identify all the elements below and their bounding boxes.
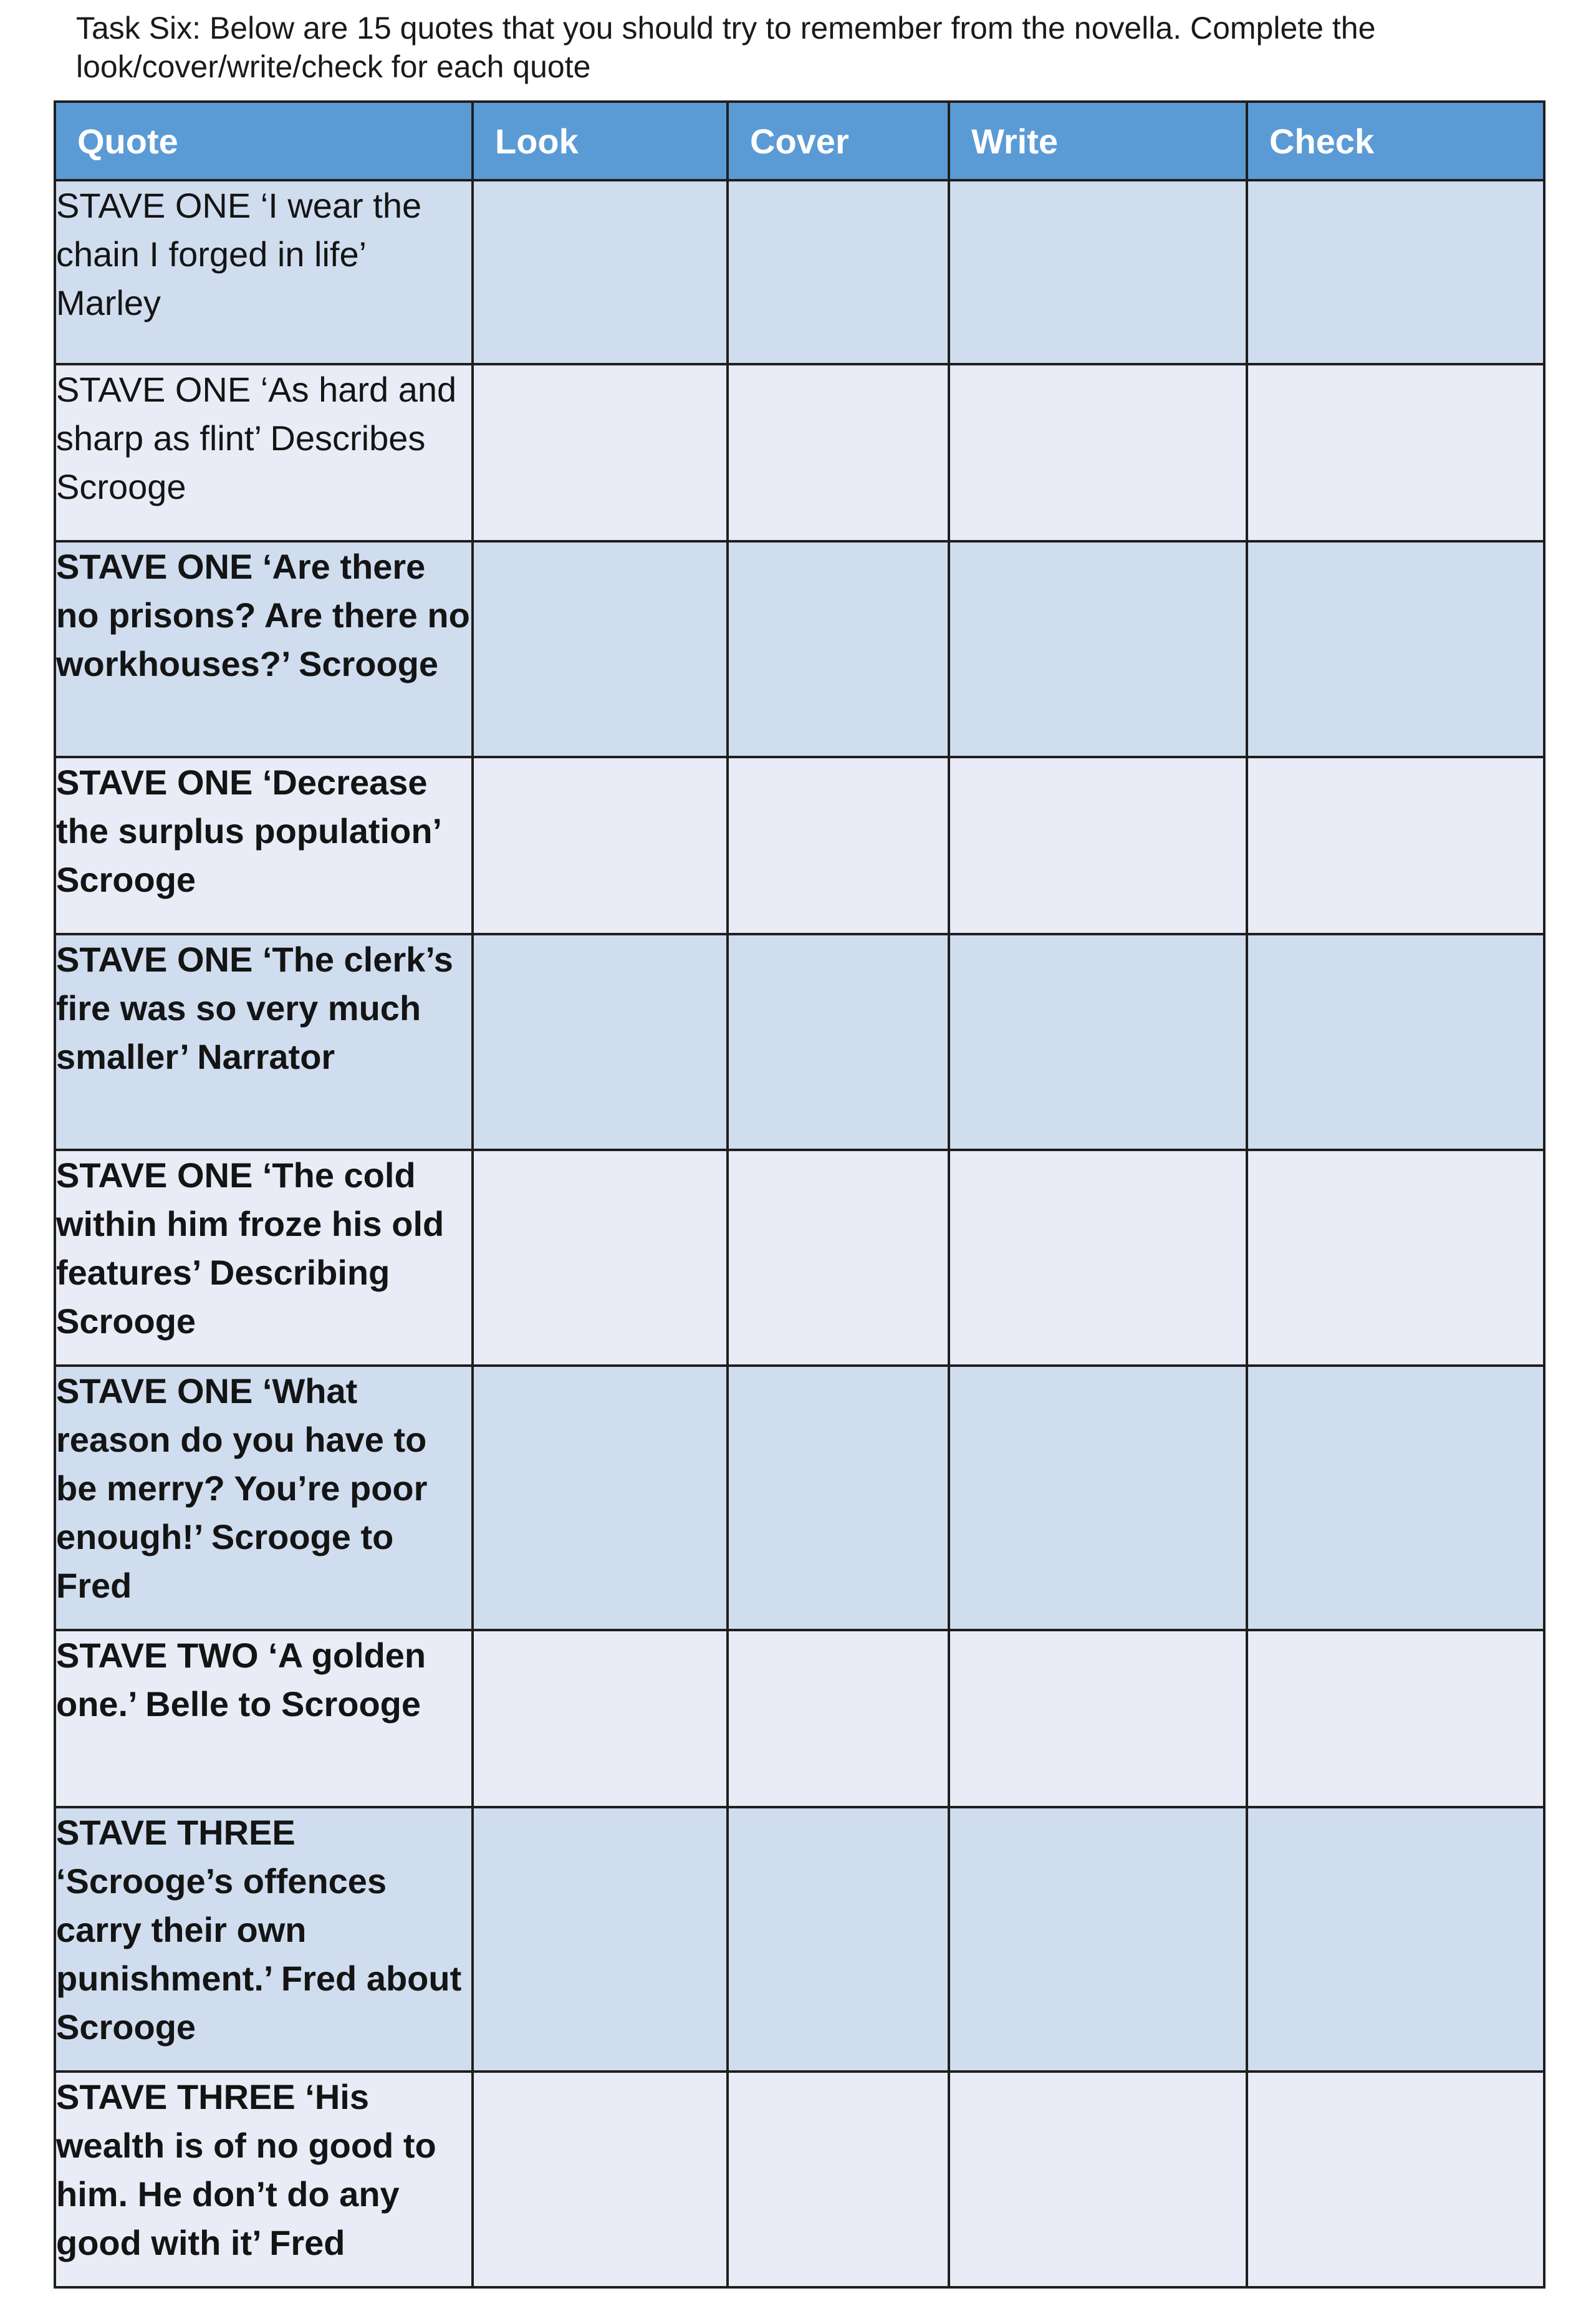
check-cell[interactable] <box>1247 2072 1544 2287</box>
quote-cell: STAVE THREE ‘Scrooge’s offences carry their own punishment.’ Fred about Scrooge <box>55 1807 473 2072</box>
cover-cell[interactable] <box>728 757 949 934</box>
check-cell[interactable] <box>1247 934 1544 1150</box>
look-cell[interactable] <box>473 541 728 757</box>
cover-cell[interactable] <box>728 180 949 364</box>
quotes-table <box>54 100 1546 2289</box>
quote-cell: STAVE ONE ‘What reason do you have to be merry? You’re poor enough!’ Scrooge to Fred <box>55 1366 473 1630</box>
look-cell[interactable] <box>473 1807 728 2072</box>
table-row <box>55 934 1544 1150</box>
quote-cell: STAVE ONE ‘The cold within him froze his old features’ Describing Scrooge <box>55 1150 473 1366</box>
quote-cell: STAVE ONE ‘As hard and sharp as flint’ Describes Scrooge <box>55 364 473 541</box>
table-row <box>55 1150 1544 1366</box>
cover-cell[interactable] <box>728 2072 949 2287</box>
quote-cell: STAVE TWO ‘A golden one.’ Belle to Scrooge <box>55 1630 473 1807</box>
header-check: Check <box>1247 102 1544 180</box>
quote-cell: STAVE ONE ‘I wear the chain I forged in life’ Marley <box>55 180 473 364</box>
look-cell[interactable] <box>473 1630 728 1807</box>
cover-cell[interactable] <box>728 1366 949 1630</box>
write-cell[interactable] <box>949 934 1247 1150</box>
cover-cell[interactable] <box>728 541 949 757</box>
header-cover: Cover <box>728 102 949 180</box>
look-cell[interactable] <box>473 757 728 934</box>
write-cell[interactable] <box>949 757 1247 934</box>
look-cell[interactable] <box>473 180 728 364</box>
check-cell[interactable] <box>1247 1807 1544 2072</box>
quote-cell: STAVE ONE ‘Are there no prisons? Are there no workhouses?’ Scrooge <box>55 541 473 757</box>
cover-cell[interactable] <box>728 1807 949 2072</box>
look-cell[interactable] <box>473 934 728 1150</box>
check-cell[interactable] <box>1247 180 1544 364</box>
task-instructions: Task Six: Below are 15 quotes that you should try to remember from the novella. Complete the look/cover/write/check for each quote <box>76 11 1376 84</box>
table-row <box>55 541 1544 757</box>
write-cell[interactable] <box>949 1807 1247 2072</box>
cover-cell[interactable] <box>728 1630 949 1807</box>
table-row <box>55 757 1544 934</box>
check-cell[interactable] <box>1247 541 1544 757</box>
write-cell[interactable] <box>949 180 1247 364</box>
check-cell[interactable] <box>1247 757 1544 934</box>
check-cell[interactable] <box>1247 1150 1544 1366</box>
look-cell[interactable] <box>473 2072 728 2287</box>
cover-cell[interactable] <box>728 364 949 541</box>
look-cell[interactable] <box>473 1150 728 1366</box>
check-cell[interactable] <box>1247 1366 1544 1630</box>
quote-cell: STAVE ONE ‘Decrease the surplus population’ Scrooge <box>55 757 473 934</box>
write-cell[interactable] <box>949 2072 1247 2287</box>
table-row <box>55 2072 1544 2287</box>
table-row <box>55 1807 1544 2072</box>
header-row <box>55 102 1544 180</box>
write-cell[interactable] <box>949 1150 1247 1366</box>
check-cell[interactable] <box>1247 364 1544 541</box>
write-cell[interactable] <box>949 1366 1247 1630</box>
table-row <box>55 364 1544 541</box>
header-write: Write <box>949 102 1247 180</box>
quote-cell: STAVE THREE ‘His wealth is of no good to him. He don’t do any good with it’ Fred <box>55 2072 473 2287</box>
look-cell[interactable] <box>473 364 728 541</box>
check-cell[interactable] <box>1247 1630 1544 1807</box>
write-cell[interactable] <box>949 1630 1247 1807</box>
table-row <box>55 180 1544 364</box>
write-cell[interactable] <box>949 364 1247 541</box>
table-row <box>55 1630 1544 1807</box>
look-cell[interactable] <box>473 1366 728 1630</box>
header-look: Look <box>473 102 728 180</box>
cover-cell[interactable] <box>728 934 949 1150</box>
quote-cell: STAVE ONE ‘The clerk’s fire was so very much smaller’ Narrator <box>55 934 473 1150</box>
write-cell[interactable] <box>949 541 1247 757</box>
header-quote: Quote <box>55 102 473 180</box>
cover-cell[interactable] <box>728 1150 949 1366</box>
table-row <box>55 1366 1544 1630</box>
